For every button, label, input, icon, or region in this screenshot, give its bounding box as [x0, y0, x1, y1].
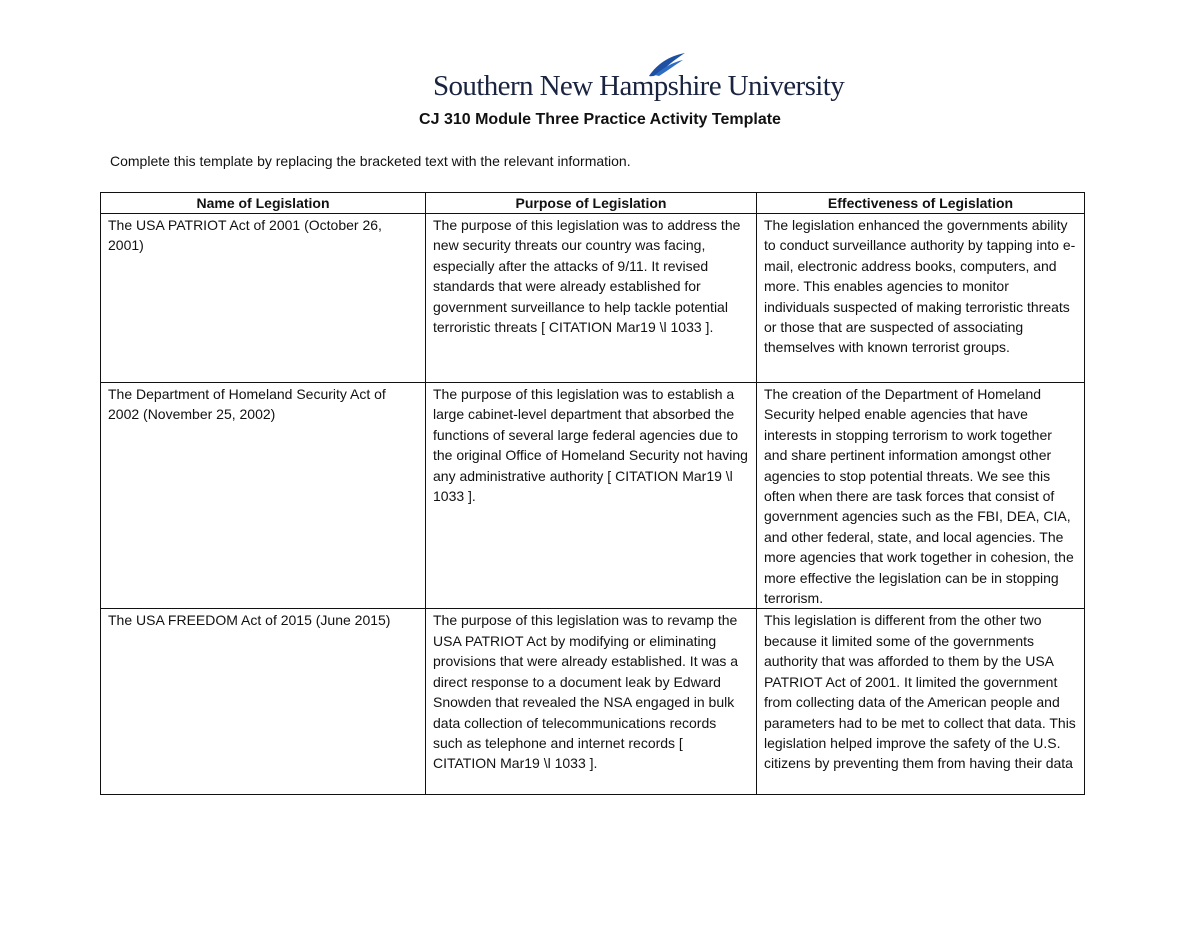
header-purpose-of-legislation: Purpose of Legislation — [426, 193, 757, 214]
table-row — [101, 214, 1085, 383]
document-title: CJ 310 Module Three Practice Activity Template — [419, 111, 781, 128]
cell-legislation-name: The Department of Homeland Security Act of 2002 (November 25, 2002) — [101, 383, 426, 609]
logo-text: Southern New Hampshire University — [433, 70, 845, 102]
instructions-text: Complete this template by replacing the bracketed text with the relevant information. — [110, 153, 631, 169]
header-name-of-legislation: Name of Legislation — [101, 193, 426, 214]
legislation-table — [100, 192, 1085, 795]
cell-legislation-name: The USA PATRIOT Act of 2001 (October 26, 2001) — [101, 214, 426, 383]
table-header-row — [101, 193, 1085, 214]
table-row — [101, 609, 1085, 795]
cell-legislation-effectiveness: The creation of the Department of Homeland Security helped enable agencies that have interests in stopping terrorism to work together and share pertinent information amongst other agencies to stop potential threats. We see this often when there are task forces that consist of government agencies such as the FBI, DEA, CIA, and other federal, state, and local agencies. The more agencies that work together in cohesion, the more effective the legislation can be in stopping terrorism. — [757, 383, 1085, 609]
cell-legislation-purpose: The purpose of this legislation was to revamp the USA PATRIOT Act by modifying or eliminating provisions that were already established. It was a direct response to a document leak by Edward Snowden that revealed the NSA engaged in bulk data collection of telecommunications records such as telephone and internet records [ CITATION Mar19 \l 1033 ]. — [426, 609, 757, 795]
cell-legislation-name: The USA FREEDOM Act of 2015 (June 2015) — [101, 609, 426, 795]
cell-legislation-purpose: The purpose of this legislation was to establish a large cabinet-level department that absorbed the functions of several large federal agencies due to the original Office of Homeland Security not having any administrative authority [ CITATION Mar19 \l 1033 ]. — [426, 383, 757, 609]
cell-legislation-effectiveness: The legislation enhanced the governments ability to conduct surveillance authority by tapping into e-mail, electronic address books, computers, and more. This enables agencies to monitor individuals suspected of making terroristic threats or those that are suspected of associating themselves with known terrorist groups. — [757, 214, 1085, 383]
wing-icon — [647, 52, 687, 78]
cell-legislation-purpose: The purpose of this legislation was to address the new security threats our country was facing, especially after the attacks of 9/11. It revised standards that were already established for government surveillance to help tackle potential terroristic threats [ CITATION Mar19 \l 1033 ]. — [426, 214, 757, 383]
cell-legislation-effectiveness: This legislation is different from the other two because it limited some of the governments authority that was afforded to them by the USA PATRIOT Act of 2001. It limited the government from collecting data of the American people and parameters had to be met to collect that data. This legislation helped improve the safety of the U.S. citizens by preventing them from having their data — [757, 609, 1085, 795]
table-row — [101, 383, 1085, 609]
university-logo — [433, 52, 845, 104]
header-effectiveness-of-legislation: Effectiveness of Legislation — [757, 193, 1085, 214]
